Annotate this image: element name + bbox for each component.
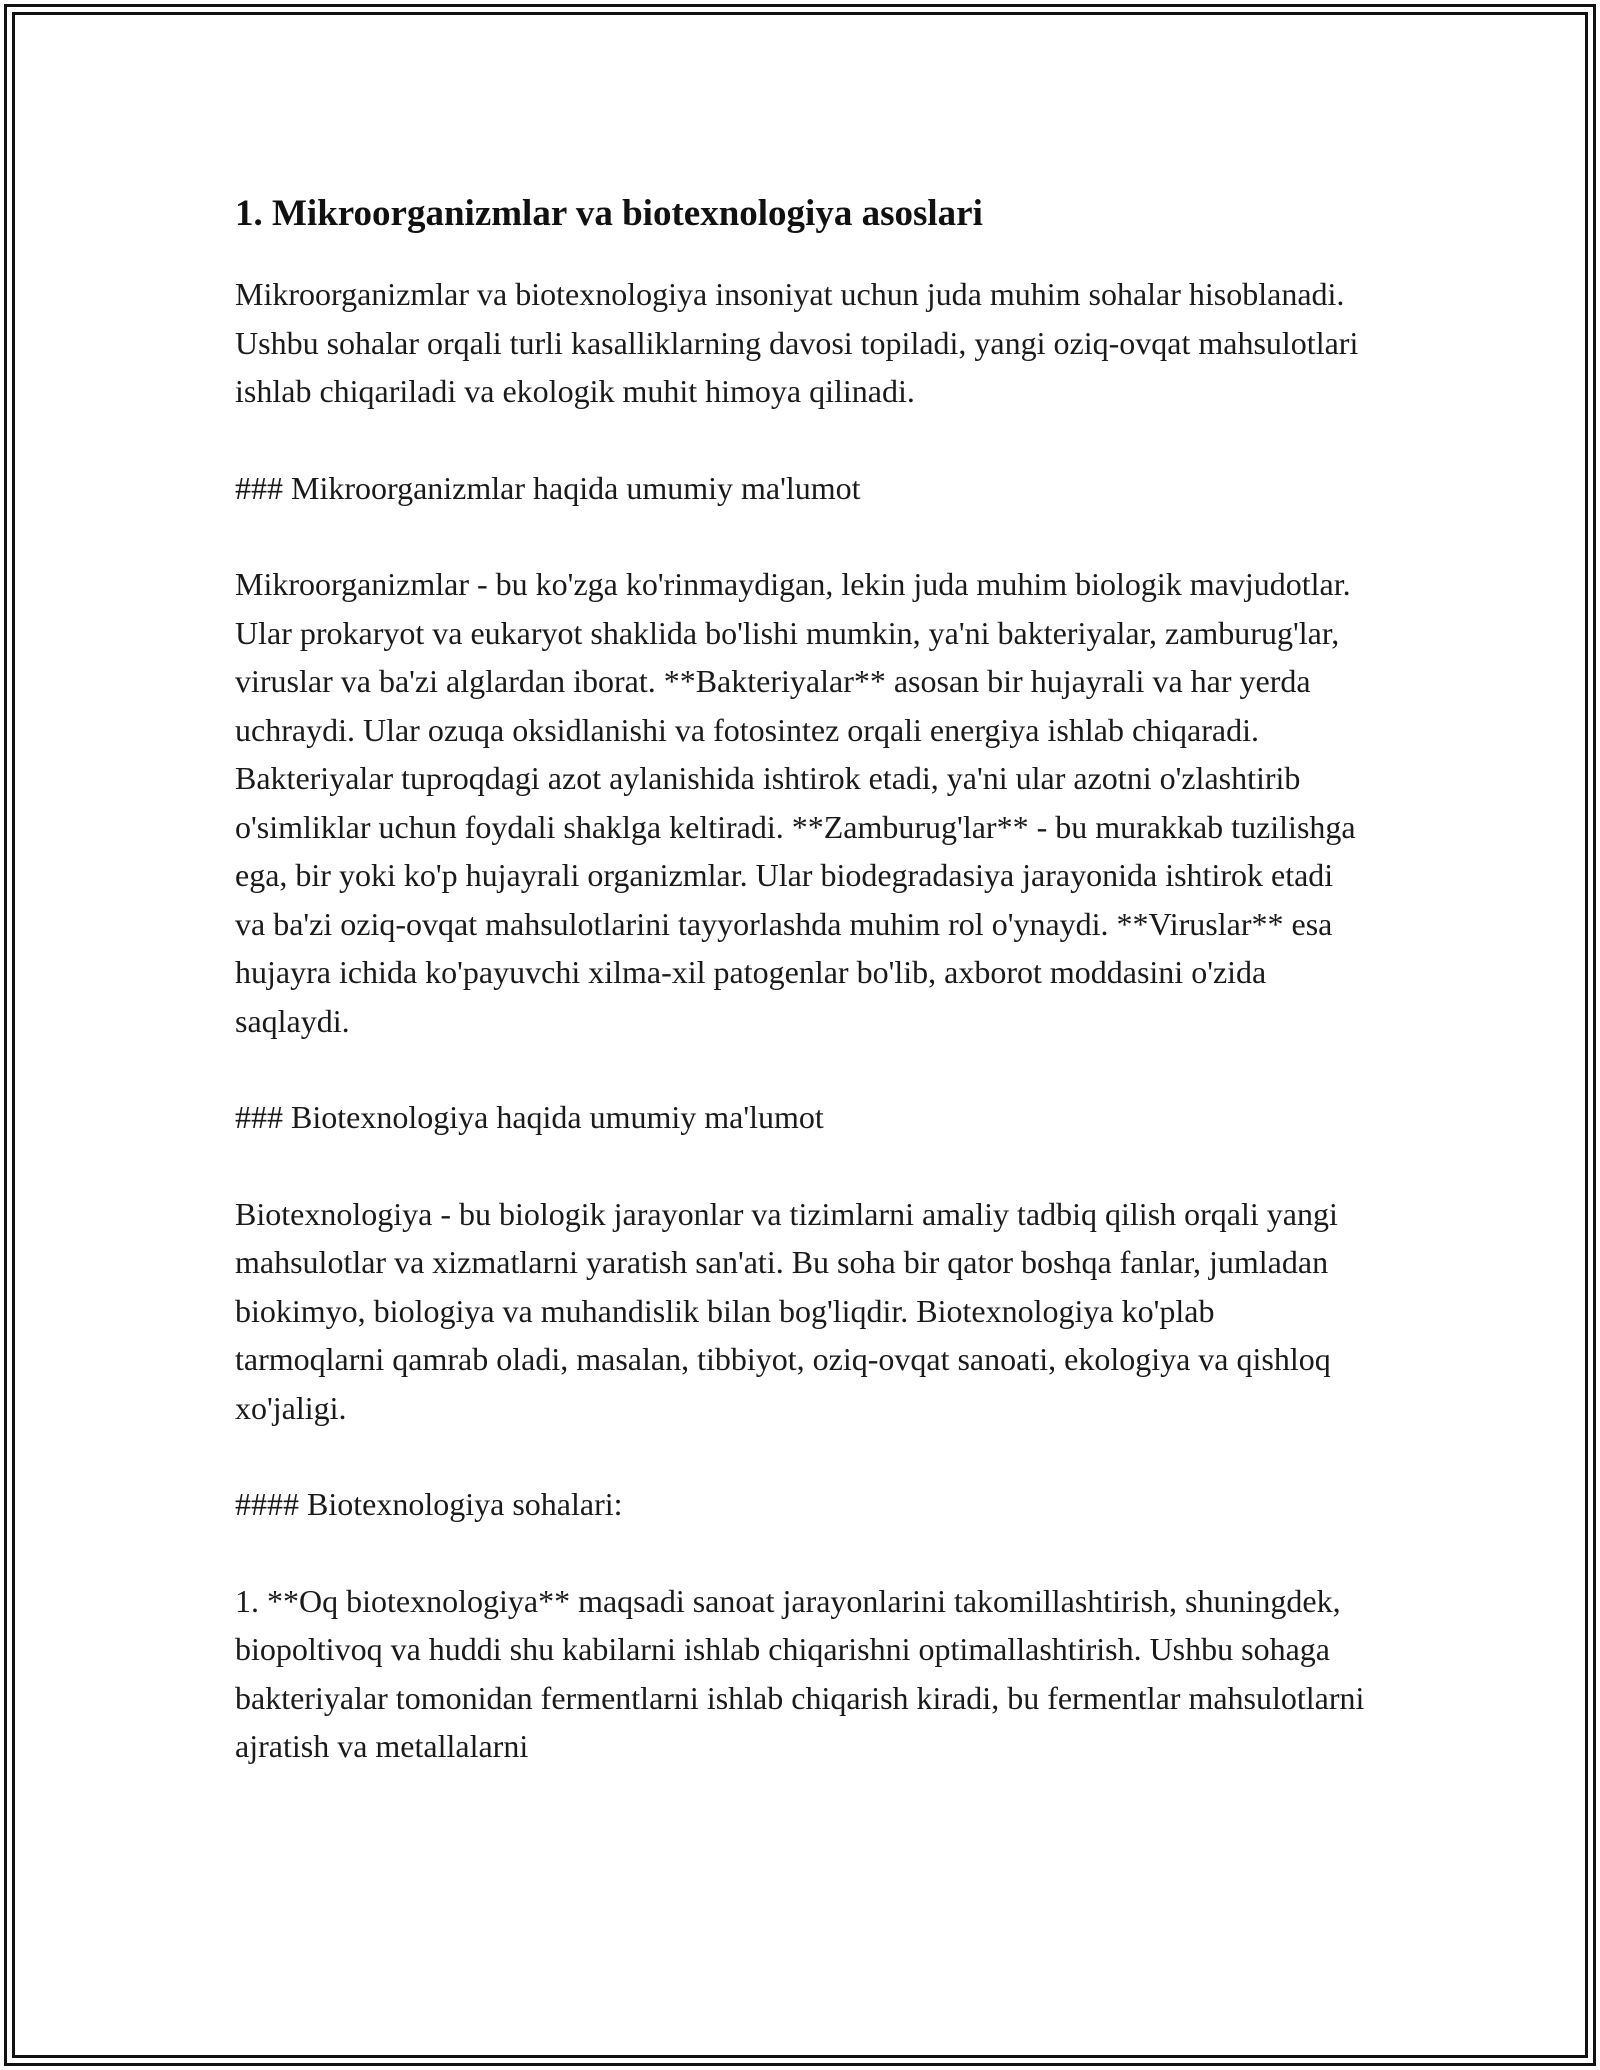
intro-paragraph: Mikroorganizmlar va biotexnologiya insoniyat uchun juda muhim sohalar hisoblanadi. Ushbu sohalar orqali turli kasalliklarning davosi topiladi, yangi oziq-ovqat mahsulotlari ishlab chiqariladi va ekologik muhit himoya qilinadi.	[235, 276, 1359, 409]
section-body-biotechnology: Biotexnologiya - bu biologik jarayonlar va tizimlarni amaliy tadbiq qilish orqali yangi mahsulotlar va xizmatlarni yaratish san'ati. Bu soha bir qator boshqa fanlar, jumladan biokimyo, biologiya va muhandislik bilan bog'liqdir. Biotexnologiya ko'plab tarmoqlarni qamrab oladi, masalan, tibbiyot, oziq-ovqat sanoati, ekologiya va qishloq xo'jaligi.	[235, 1195, 1338, 1426]
section-body-microorganisms: Mikroorganizmlar - bu ko'zga ko'rinmaydigan, lekin juda muhim biologik mavjudotlar. Ular prokaryot va eukaryot shaklida bo'lishi mumkin, ya'ni bakteriyalar, zamburug'lar, viruslar va ba'zi alglardan iborat. **Bakteriyalar** asosan bir hujayrali va har yerda uchraydi. Ular ozuqa oksidlanishi va fotosintez orqali energiya ishlab chiqaradi. Bakteriyalar tuproqdagi azot aylanishida ishtirok etadi, ya'ni ular azotni o'zlashtirib o'simliklar uchun foydali shaklga keltiradi. **Zamburug'lar** - bu murakkab tuzilishga ega, bir yoki ko'p hujayrali organizmlar. Ular biodegradasiya jarayonida ishtirok etadi va ba'zi oziq-ovqat mahsulotlarini tayyorlashda muhim rol o'ynaydi. **Viruslar** esa hujayra ichida ko'payuvchi xilma-xil patogenlar bo'lib, axborot moddasini o'zida saqlaydi.	[235, 566, 1356, 1039]
document-body	[235, 186, 1365, 1819]
list-item-white-biotech: 1. **Oq biotexnologiya** maqsadi sanoat jarayonlarini takomillashtirish, shuningdek, biopoltivoq va huddi shu kabilarni ishlab chiqarishni optimallashtirish. Ushbu sohaga bakteriyalar tomonidan fermentlarni ishlab chiqarish kiradi, bu fermentlar mahsulotlarni ajratish va metallalarni	[235, 1582, 1365, 1764]
document-title: 1. Mikroorganizmlar va biotexnologiya asoslari	[235, 193, 983, 234]
section-heading-biotechnology: ### Biotexnologiya haqida umumiy ma'lumot	[235, 1099, 824, 1135]
section-heading-biotech-fields: #### Biotexnologiya sohalari:	[235, 1486, 623, 1522]
section-heading-microorganisms: ### Mikroorganizmlar haqida umumiy ma'lumot	[235, 469, 861, 506]
